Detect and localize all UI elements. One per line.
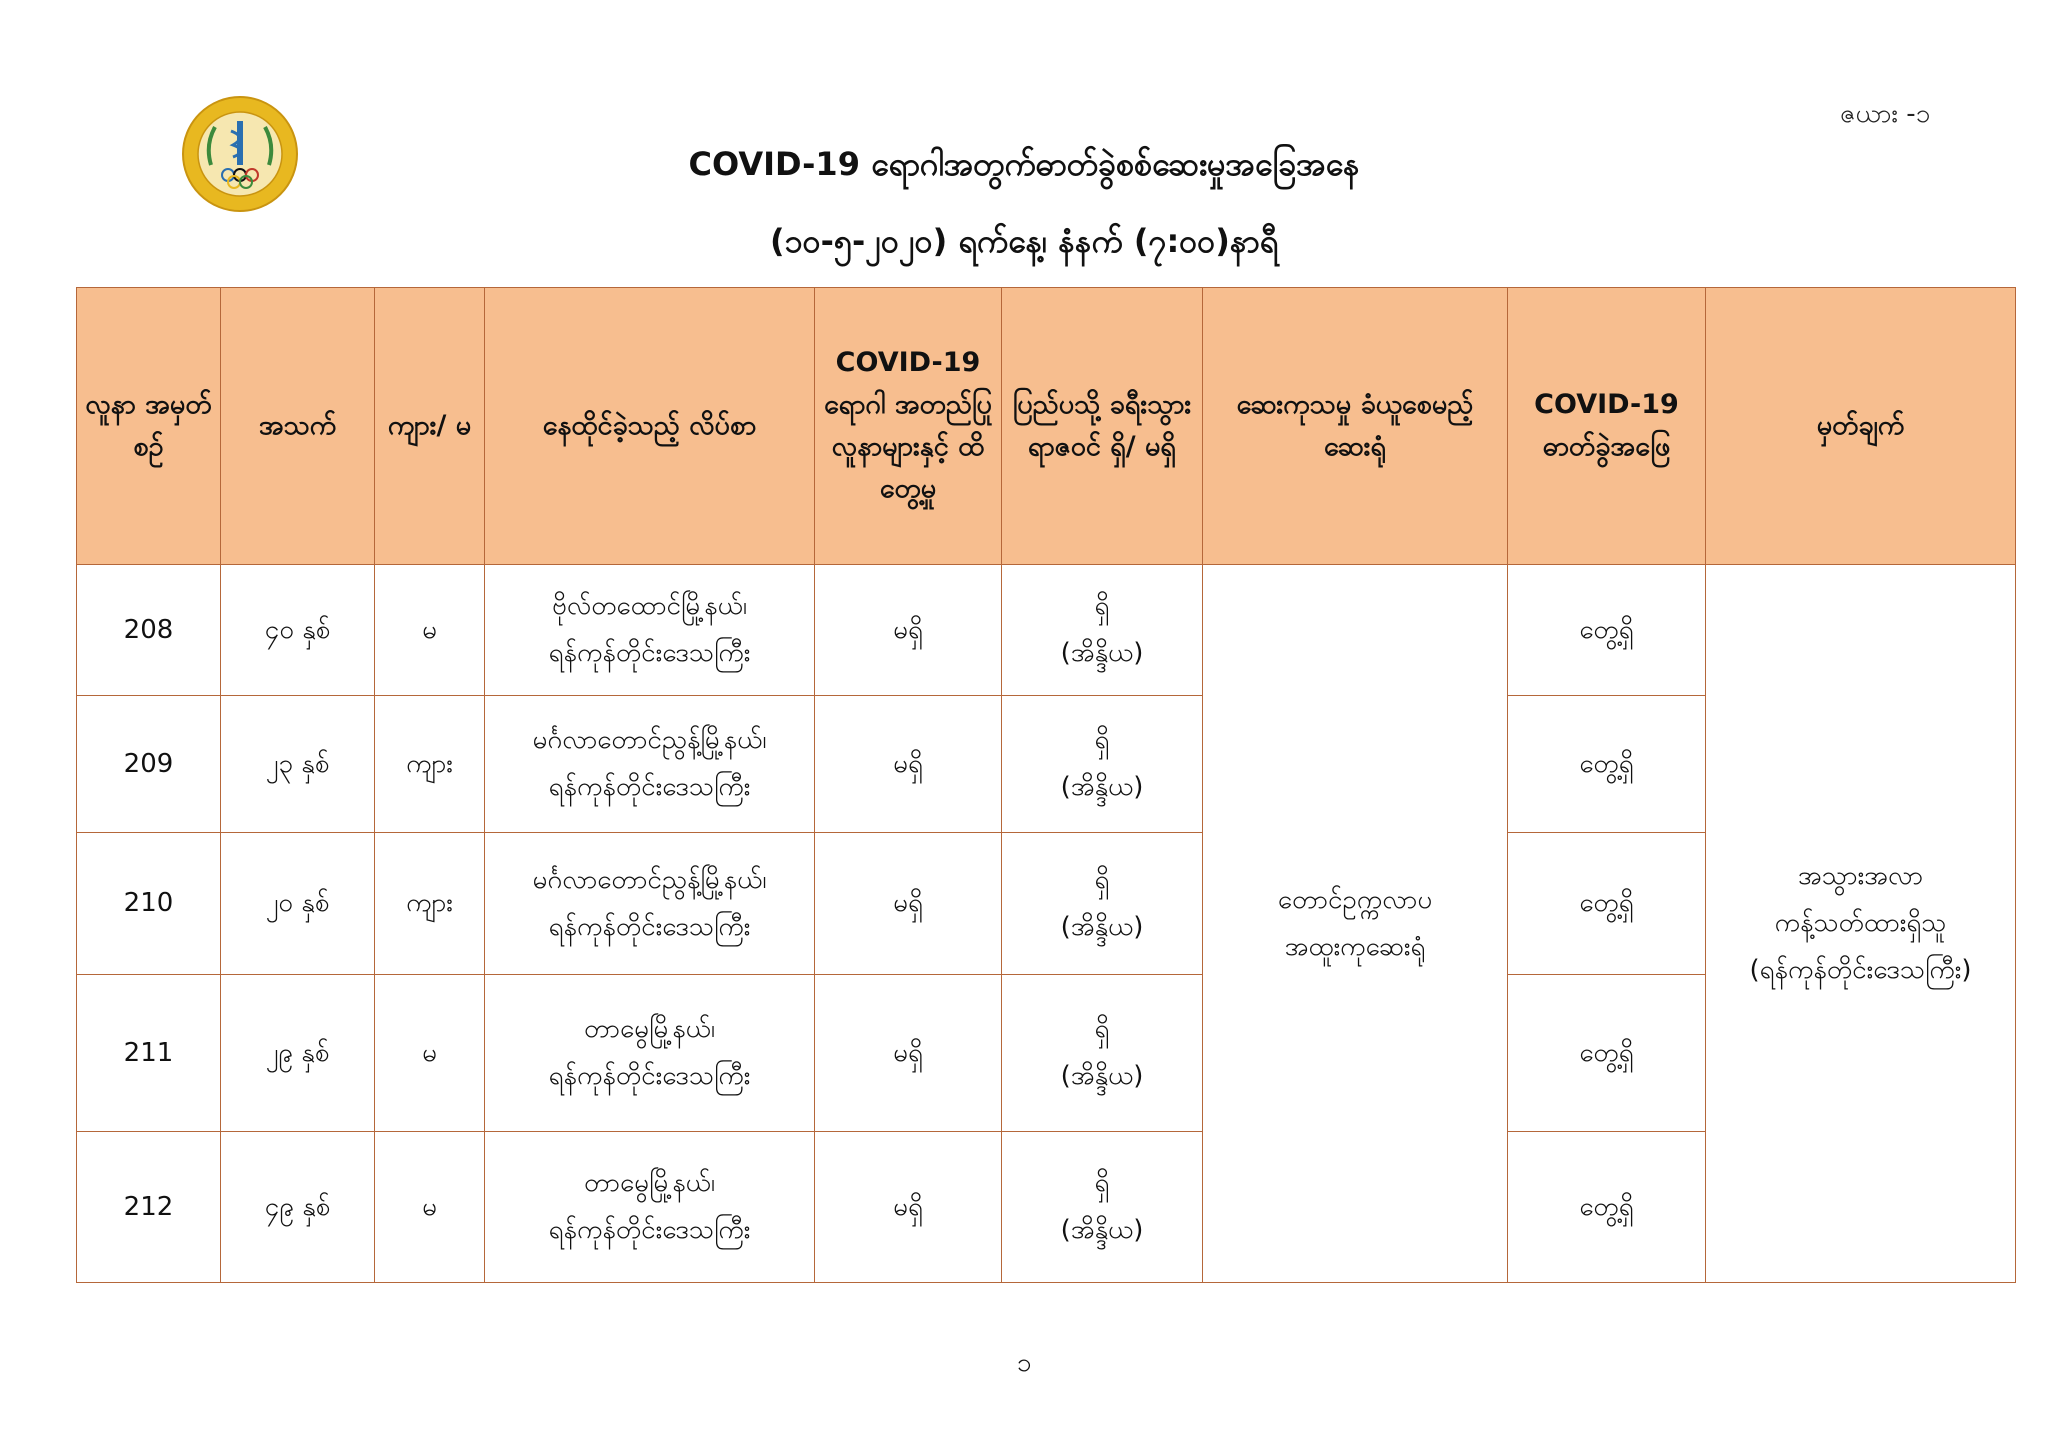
cell-contact: မရှိ bbox=[815, 565, 1002, 696]
cell-travel-history bbox=[1002, 1132, 1203, 1283]
cell-address bbox=[485, 696, 815, 833]
cell-sex: မ bbox=[375, 975, 485, 1132]
hospital-line-1: တောင်ဥက္ကလာပ bbox=[1277, 884, 1433, 915]
cell-travel-history bbox=[1002, 833, 1203, 975]
cell-travel-history bbox=[1002, 696, 1203, 833]
cell-patient-no: 212 bbox=[77, 1132, 221, 1283]
table-header-row bbox=[77, 288, 2016, 565]
cell-patient-no: 211 bbox=[77, 975, 221, 1132]
page-title: COVID-19 ရောဂါအတွက်ဓာတ်ခွဲစစ်ဆေးမှုအခြေအနေ bbox=[688, 145, 1360, 183]
cell-sex: ကျား bbox=[375, 696, 485, 833]
cell-sex: ကျား bbox=[375, 833, 485, 975]
travel-line-1: ရှိ bbox=[1094, 1014, 1110, 1045]
col-remark: မှတ်ချက် bbox=[1706, 288, 2016, 565]
address-line-2: ရန်ကုန်တိုင်းဒေသကြီး bbox=[548, 911, 751, 942]
col-hospital: ဆေးကုသမှု ခံယူစေမည့်ဆေးရုံ bbox=[1203, 288, 1508, 565]
cell-address bbox=[485, 975, 815, 1132]
address-line-1: ဗိုလ်တထောင်မြို့နယ်၊ bbox=[552, 591, 747, 622]
cell-contact: မရှိ bbox=[815, 975, 1002, 1132]
travel-line-1: ရှိ bbox=[1094, 591, 1110, 622]
col-travel-history: ပြည်ပသို့ ခရီးသွား ရာဇဝင် ရှိ/ မရှိ bbox=[1002, 288, 1203, 565]
travel-line-1: ရှိ bbox=[1094, 1168, 1110, 1199]
cell-contact: မရှိ bbox=[815, 833, 1002, 975]
address-line-1: တာမွေမြို့နယ်၊ bbox=[583, 1168, 715, 1199]
cell-travel-history bbox=[1002, 565, 1203, 696]
remark-line-3: (ရန်ကုန်တိုင်းဒေသကြီး) bbox=[1749, 954, 1972, 985]
cell-test-result: တွေ့ရှိ bbox=[1508, 1132, 1706, 1283]
cell-address bbox=[485, 565, 815, 696]
cell-remark bbox=[1706, 565, 2016, 1283]
travel-line-1: ရှိ bbox=[1094, 725, 1110, 756]
col-contact: COVID-19 ရောဂါ အတည်ပြု လူနာများနှင့် ထိတွေ့မှု bbox=[815, 288, 1002, 565]
cell-age: ၂၃ နှစ် bbox=[221, 696, 375, 833]
travel-line-2: (အိန္ဒိယ) bbox=[1060, 638, 1144, 668]
cell-sex: မ bbox=[375, 565, 485, 696]
col-address: နေထိုင်ခဲ့သည့် လိပ်စာ bbox=[485, 288, 815, 565]
col-patient-no: လူနာ အမှတ်စဉ် bbox=[77, 288, 221, 565]
address-line-1: တာမွေမြို့နယ်၊ bbox=[583, 1014, 715, 1045]
address-line-2: ရန်ကုန်တိုင်းဒေသကြီး bbox=[548, 1215, 751, 1245]
cell-sex: မ bbox=[375, 1132, 485, 1283]
address-line-1: မင်္ဂလာတောင်ညွန့်မြို့နယ်၊ bbox=[532, 864, 767, 895]
cell-contact: မရှိ bbox=[815, 696, 1002, 833]
cell-patient-no: 208 bbox=[77, 565, 221, 696]
page-subtitle: (၁၀-၅-၂၀၂၀) ရက်နေ့၊ နံနက် (၇:၀၀)နာရီ bbox=[770, 222, 1278, 260]
cell-age: ၄၀ နှစ် bbox=[221, 565, 375, 696]
address-line-2: ရန်ကုန်တိုင်းဒေသကြီး bbox=[548, 772, 751, 802]
cell-patient-no: 209 bbox=[77, 696, 221, 833]
cell-age: ၄၉ နှစ် bbox=[221, 1132, 375, 1283]
cell-address bbox=[485, 833, 815, 975]
annex-label: ဇယား -၁ bbox=[1840, 99, 1931, 129]
cell-test-result: တွေ့ရှိ bbox=[1508, 565, 1706, 696]
travel-line-2: (အိန္ဒိယ) bbox=[1060, 911, 1144, 942]
cell-age: ၂၀ နှစ် bbox=[221, 833, 375, 975]
cell-test-result: တွေ့ရှိ bbox=[1508, 833, 1706, 975]
cell-address bbox=[485, 1132, 815, 1283]
hospital-line-2: အထူးကုဆေးရုံ bbox=[1284, 931, 1426, 962]
travel-line-1: ရှိ bbox=[1094, 864, 1110, 895]
travel-line-2: (အိန္ဒိယ) bbox=[1060, 1215, 1144, 1245]
covid-test-table bbox=[76, 287, 2016, 1283]
col-age: အသက် bbox=[221, 288, 375, 565]
address-line-2: ရန်ကုန်တိုင်းဒေသကြီး bbox=[548, 1061, 751, 1091]
travel-line-2: (အိန္ဒိယ) bbox=[1060, 772, 1144, 802]
cell-test-result: တွေ့ရှိ bbox=[1508, 975, 1706, 1132]
cell-test-result: တွေ့ရှိ bbox=[1508, 696, 1706, 833]
cell-contact: မရှိ bbox=[815, 1132, 1002, 1283]
cell-age: ၂၉ နှစ် bbox=[221, 975, 375, 1132]
remark-line-1: အသွားအလာ bbox=[1797, 861, 1924, 892]
col-sex: ကျား/ မ bbox=[375, 288, 485, 565]
page-number: ၁ bbox=[1016, 1348, 1032, 1378]
address-line-1: မင်္ဂလာတောင်ညွန့်မြို့နယ်၊ bbox=[532, 725, 767, 756]
remark-line-2: ကန့်သတ်ထားရှိသူ bbox=[1774, 908, 1947, 939]
cell-travel-history bbox=[1002, 975, 1203, 1132]
table-row bbox=[77, 565, 2016, 696]
travel-line-2: (အိန္ဒိယ) bbox=[1060, 1061, 1144, 1091]
col-test-result: COVID-19 ဓာတ်ခွဲအဖြေ bbox=[1508, 288, 1706, 565]
address-line-2: ရန်ကုန်တိုင်းဒေသကြီး bbox=[548, 638, 751, 668]
cell-hospital bbox=[1203, 565, 1508, 1283]
cell-patient-no: 210 bbox=[77, 833, 221, 975]
